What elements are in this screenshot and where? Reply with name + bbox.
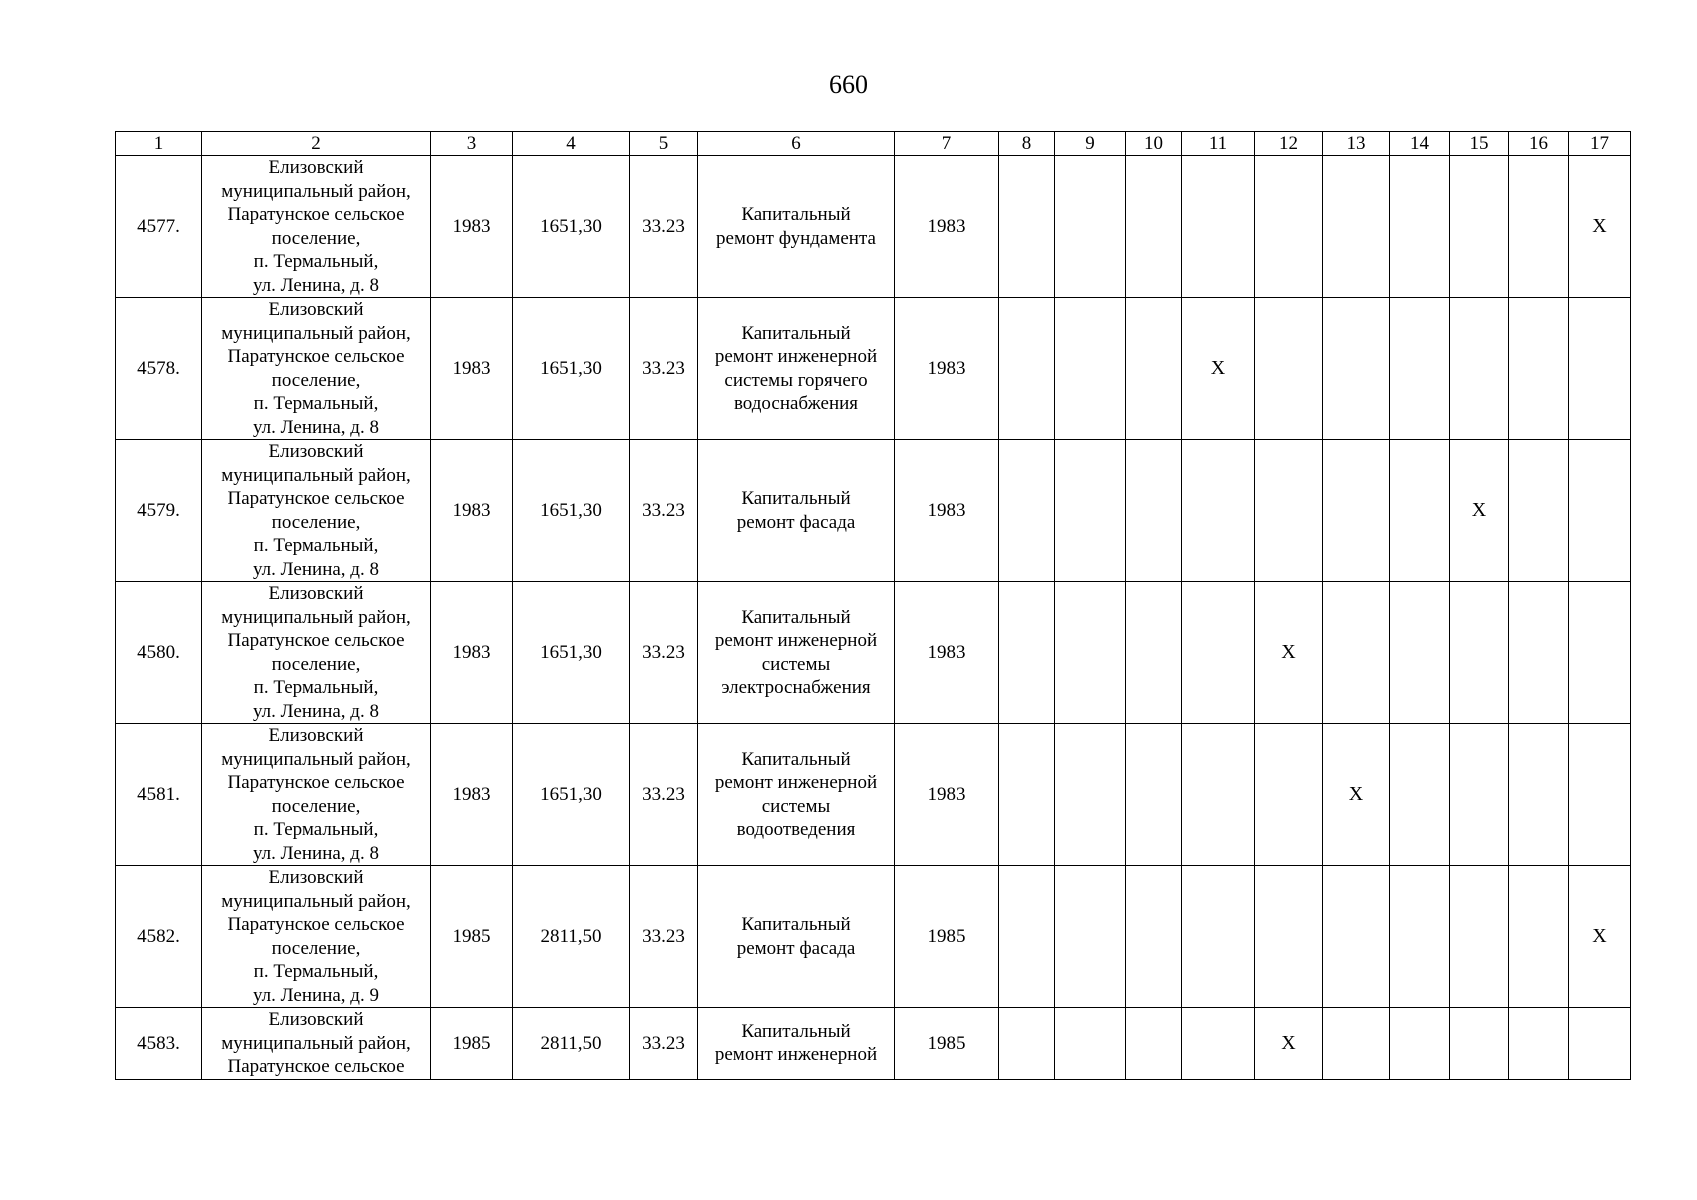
area-cell: 2811,50 [513,1008,630,1080]
mark-x: X [1471,498,1487,521]
mark-cell [1055,582,1126,724]
area-cell: 1651,30 [513,440,630,582]
year-built-cell: 1983 [431,298,513,440]
column-number: 7 [895,132,999,156]
address-line: поселение, [271,795,361,817]
address-line: муниципальный район, [221,180,411,202]
mark-cell [1255,866,1323,1008]
address-line: муниципальный район, [221,606,411,628]
mark-cell [1255,156,1323,298]
year-built-cell: 1985 [431,1008,513,1080]
mark-cell [1569,440,1631,582]
column-number: 12 [1255,132,1323,156]
address-line: муниципальный район, [221,748,411,770]
mark-cell [1390,724,1450,866]
mark-cell [1509,1008,1569,1080]
mark-cell [1390,582,1450,724]
work-type-line: ремонт инженерной [714,772,878,793]
row-number-cell: 4577. [116,156,202,298]
planned-year-cell: 1983 [895,440,999,582]
work-type-cell [698,582,895,724]
year-built-cell: 1983 [431,440,513,582]
work-type-line: системы горячего [724,369,868,391]
year-built-cell: 1983 [431,724,513,866]
mark-cell [1323,866,1390,1008]
mark-cell [1126,1008,1182,1080]
mark-cell [1126,298,1182,440]
column-number: 10 [1126,132,1182,156]
area-cell: 1651,30 [513,724,630,866]
row-number-cell: 4583. [116,1008,202,1080]
mark-cell [999,724,1055,866]
mark-cell [1182,156,1255,298]
mark-x: X [1281,640,1296,663]
mark-cell [1182,724,1255,866]
area-cell: 1651,30 [513,298,630,440]
mark-cell [1126,866,1182,1008]
address-line: Елизовский [268,1009,364,1030]
mark-cell [1509,866,1569,1008]
planned-year-cell: 1985 [895,1008,999,1080]
work-type-line: системы [761,795,831,817]
mark-cell [1055,298,1126,440]
address-line: п. Термальный, [253,251,379,272]
row-number-cell: 4579. [116,440,202,582]
mark-cell [1450,866,1509,1008]
address-cell [202,1008,431,1080]
table-row [116,440,1631,582]
address-line: Елизовский [268,441,364,462]
mark-cell [1255,298,1323,440]
column-number: 9 [1055,132,1126,156]
address-line: муниципальный район, [221,322,411,344]
mark-cell [999,440,1055,582]
area-cell: 1651,30 [513,156,630,298]
mark-cell [1450,724,1509,866]
row-number-cell: 4582. [116,866,202,1008]
column-number: 5 [630,132,698,156]
work-type-line: водоотведения [736,819,856,840]
work-type-line: Капитальный [741,488,851,509]
column-number: 6 [698,132,895,156]
year-built-cell: 1983 [431,156,513,298]
planned-year-cell: 1983 [895,298,999,440]
address-line: Паратунское сельское [227,772,405,793]
mark-cell [1055,1008,1126,1080]
code-cell: 33.23 [630,440,698,582]
mark-cell [1126,724,1182,866]
address-cell [202,298,431,440]
work-type-cell [698,724,895,866]
mark-cell [1182,582,1255,724]
address-cell [202,866,431,1008]
mark-x: X [1592,214,1607,237]
work-type-cell [698,866,895,1008]
mark-cell [1569,1008,1631,1080]
mark-cell [1126,156,1182,298]
mark-cell [1323,440,1390,582]
column-number: 4 [513,132,630,156]
mark-cell [1126,440,1182,582]
row-number-cell: 4581. [116,724,202,866]
address-line: п. Термальный, [253,961,379,982]
mark-cell [1509,724,1569,866]
table-row [116,156,1631,298]
column-number: 13 [1323,132,1390,156]
mark-x: X [1592,924,1607,947]
work-type-cell [698,1008,895,1080]
mark-cell [1182,866,1255,1008]
mark-cell [1390,156,1450,298]
mark-cell [1450,440,1509,582]
address-line: ул. Ленина, д. 8 [253,274,379,296]
column-number: 1 [116,132,202,156]
mark-cell [1569,298,1631,440]
address-line: ул. Ленина, д. 8 [253,558,379,580]
work-type-line: ремонт фундамента [716,227,876,249]
mark-cell [1450,156,1509,298]
address-line: Елизовский [268,583,364,604]
work-type-line: водоснабжения [733,393,859,414]
address-line: Паратунское сельское [227,1056,405,1077]
address-line: Паратунское сельское [227,630,405,651]
address-line: Елизовский [268,725,364,746]
address-line: ул. Ленина, д. 8 [253,416,379,438]
mark-x: X [1210,356,1226,379]
column-number: 17 [1569,132,1631,156]
address-line: муниципальный район, [221,1032,411,1054]
work-type-line: системы [761,653,831,675]
mark-cell [1390,440,1450,582]
mark-cell [1323,1008,1390,1080]
mark-cell [1255,582,1323,724]
address-line: муниципальный район, [221,464,411,486]
mark-cell [999,866,1055,1008]
mark-cell [1509,582,1569,724]
column-number: 14 [1390,132,1450,156]
mark-cell [1390,298,1450,440]
work-type-line: ремонт фасада [736,937,856,959]
table-row [116,866,1631,1008]
mark-cell [1323,582,1390,724]
address-line: ул. Ленина, д. 8 [253,700,379,722]
column-number-row [116,132,1631,156]
work-type-line: Капитальный [741,322,851,344]
mark-cell [999,582,1055,724]
column-number: 15 [1450,132,1509,156]
code-cell: 33.23 [630,298,698,440]
address-line: поселение, [271,653,361,675]
mark-cell [1323,156,1390,298]
row-number-cell: 4578. [116,298,202,440]
mark-cell [1390,1008,1450,1080]
registry-table [115,131,1631,1080]
mark-cell [1255,724,1323,866]
column-number: 16 [1509,132,1569,156]
mark-cell [1450,298,1509,440]
work-type-cell [698,440,895,582]
address-line: поселение, [271,937,361,959]
table-row [116,1008,1631,1080]
table-body [116,132,1631,1080]
mark-cell [1450,1008,1509,1080]
address-cell [202,156,431,298]
planned-year-cell: 1983 [895,724,999,866]
mark-cell [1255,440,1323,582]
work-type-line: Капитальный [741,914,851,935]
work-type-line: Капитальный [741,748,851,770]
mark-cell [1182,440,1255,582]
mark-cell [1569,156,1631,298]
address-line: Паратунское сельское [227,914,405,935]
work-type-line: ремонт инженерной [714,1044,878,1066]
table-row [116,298,1631,440]
mark-cell [999,298,1055,440]
column-number: 11 [1182,132,1255,156]
mark-cell [1055,866,1126,1008]
address-cell [202,724,431,866]
mark-cell [1569,582,1631,724]
address-line: Елизовский [268,157,364,178]
mark-cell [1509,156,1569,298]
planned-year-cell: 1983 [895,582,999,724]
address-line: поселение, [271,369,361,391]
year-built-cell: 1983 [431,582,513,724]
mark-cell [999,156,1055,298]
work-type-line: Капитальный [741,606,851,628]
work-type-line: электроснабжения [721,677,871,698]
mark-cell [1055,156,1126,298]
mark-cell [1569,724,1631,866]
row-number-cell: 4580. [116,582,202,724]
work-type-cell [698,298,895,440]
address-line: Паратунское сельское [227,346,405,367]
code-cell: 33.23 [630,156,698,298]
address-line: ул. Ленина, д. 9 [253,984,379,1006]
column-number: 8 [999,132,1055,156]
mark-cell [1055,724,1126,866]
area-cell: 2811,50 [513,866,630,1008]
mark-cell [999,1008,1055,1080]
table-row [116,724,1631,866]
mark-cell [1509,440,1569,582]
code-cell: 33.23 [630,582,698,724]
address-line: Елизовский [268,299,364,320]
work-type-line: ремонт инженерной [714,630,878,651]
mark-cell [1126,582,1182,724]
address-line: муниципальный район, [221,890,411,912]
mark-cell [1323,298,1390,440]
address-line: п. Термальный, [253,535,379,556]
mark-x: X [1281,1031,1296,1054]
mark-cell [1182,1008,1255,1080]
page-number: 660 [829,70,868,99]
code-cell: 33.23 [630,866,698,1008]
mark-cell [1182,298,1255,440]
address-line: ул. Ленина, д. 8 [253,842,379,864]
planned-year-cell: 1983 [895,156,999,298]
address-cell [202,582,431,724]
mark-cell [1390,866,1450,1008]
column-number: 2 [202,132,431,156]
work-type-cell [698,156,895,298]
mark-cell [1323,724,1390,866]
address-line: Паратунское сельское [227,488,405,509]
year-built-cell: 1985 [431,866,513,1008]
address-line: Елизовский [268,867,364,888]
area-cell: 1651,30 [513,582,630,724]
mark-x: X [1348,782,1364,805]
mark-cell [1055,440,1126,582]
table-row [116,582,1631,724]
work-type-line: ремонт фасада [736,511,856,533]
address-line: п. Термальный, [253,393,379,414]
mark-cell [1450,582,1509,724]
mark-cell [1509,298,1569,440]
work-type-line: ремонт инженерной [714,346,878,367]
work-type-line: Капитальный [741,204,851,225]
column-number: 3 [431,132,513,156]
mark-cell [1569,866,1631,1008]
planned-year-cell: 1985 [895,866,999,1008]
address-line: поселение, [271,227,361,249]
code-cell: 33.23 [630,724,698,866]
address-line: п. Термальный, [253,677,379,698]
address-line: поселение, [271,511,361,533]
work-type-line: Капитальный [741,1020,851,1042]
address-line: Паратунское сельское [227,204,405,225]
address-line: п. Термальный, [253,819,379,840]
address-cell [202,440,431,582]
code-cell: 33.23 [630,1008,698,1080]
mark-cell [1255,1008,1323,1080]
